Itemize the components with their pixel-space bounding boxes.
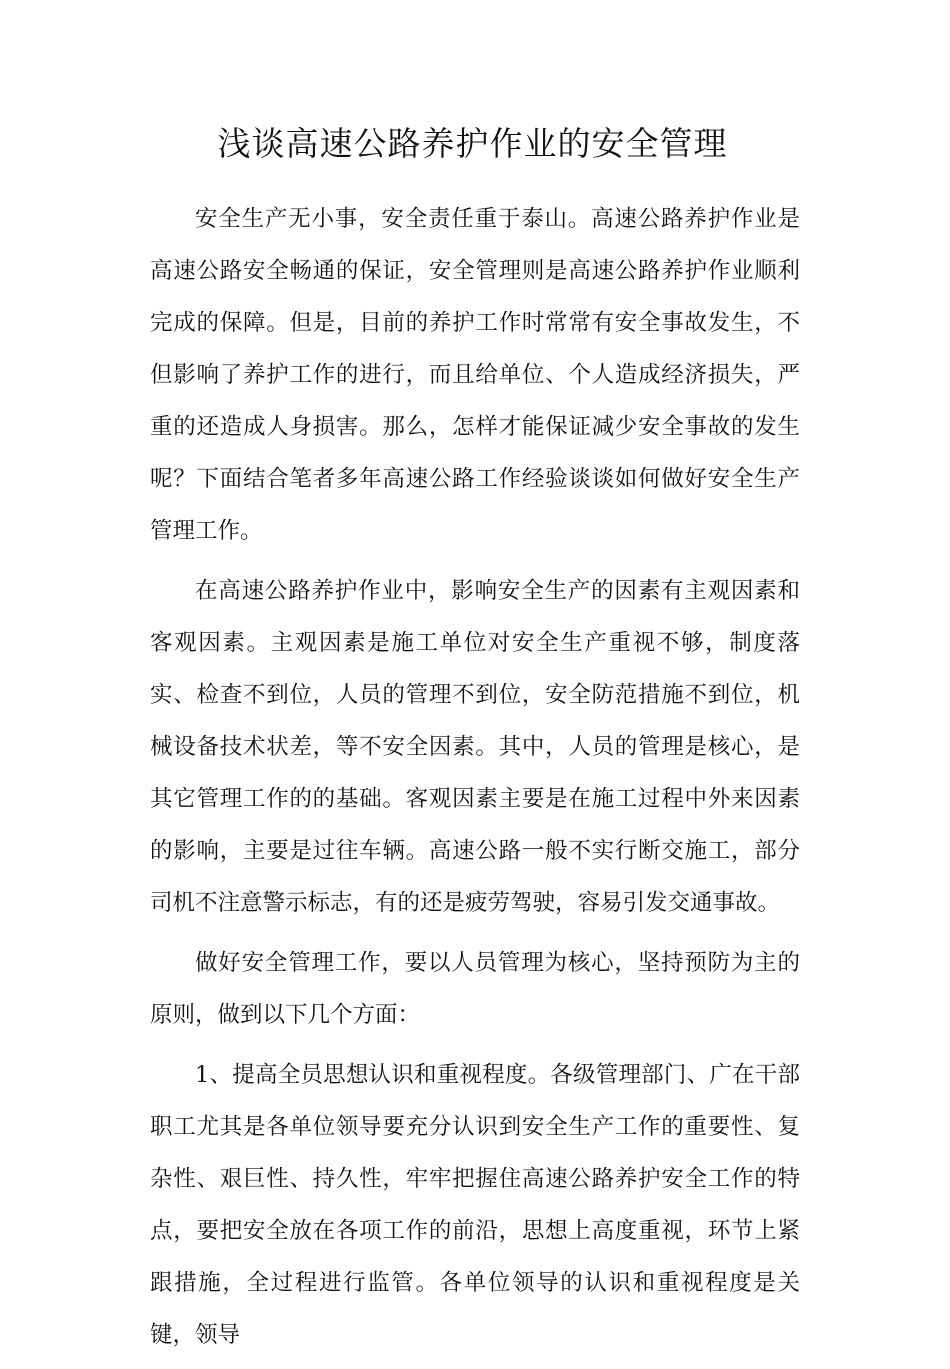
document-body — [150, 193, 800, 1369]
paragraph-4: 1、提高全员思想认识和重视程度。各级管理部门、广在干部职工尤其是各单位领导要充分认识到安全生产工作的重要性、复杂性、艰巨性、持久性，牢牢把握住高速公路养护安全工作的特点，要把安全放在各项工作的前沿，思想上高度重视，环节上紧跟措施，全过程进行监管。各单位领导的认识和重视程度是关键，领导 — [150, 1062, 800, 1348]
paragraph-2: 在高速公路养护作业中，影响安全生产的因素有主观因素和客观因素。主观因素是施工单位对安全生产重视不够，制度落实、检查不到位，人员的管理不到位，安全防范措施不到位，机械设备技术状差，等不安全因素。其中，人员的管理是核心，是其它管理工作的的基础。客观因素主要是在施工过程中外来因素的影响，主要是过往车辆。高速公路一般不实行断交施工，部分司机不注意警示标志，有的还是疲劳驾驶，容易引发交通事故。 — [150, 578, 800, 916]
paragraph-3: 做好安全管理工作，要以人员管理为核心，坚持预防为主的原则，做到以下几个方面： — [150, 950, 800, 1028]
paragraph-1: 安全生产无小事，安全责任重于泰山。高速公路养护作业是高速公路安全畅通的保证，安全管理则是高速公路养护作业顺利完成的保障。但是，目前的养护工作时常常有安全事故发生，不但影响了养护工作的进行，而且给单位、个人造成经济损失，严重的还造成人身损害。那么，怎样才能保证减少安全事故的发生呢？下面结合笔者多年高速公路工作经验谈谈如何做好安全生产管理工作。 — [150, 206, 800, 544]
document-title: 浅谈高速公路养护作业的安全管理 — [217, 124, 728, 163]
